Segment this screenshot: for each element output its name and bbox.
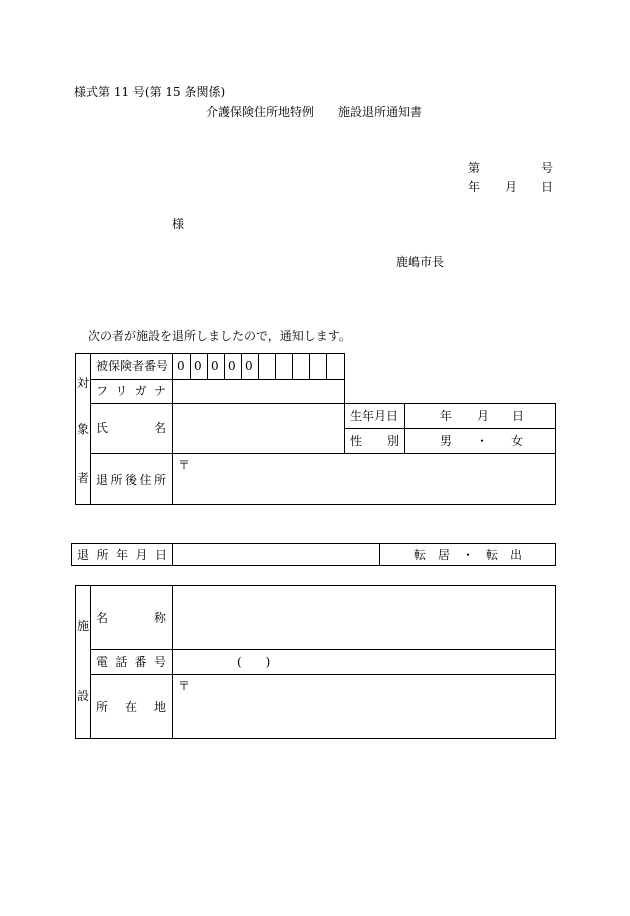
document-title: 介護保険住所地特例 施設退所通知書: [206, 105, 423, 119]
facility-side-label-1: 施: [77, 619, 90, 633]
birth-year-unit: 年: [440, 409, 453, 423]
birth-day-unit: 日: [512, 409, 525, 423]
insured-number-label: 被保険者番号: [96, 359, 169, 373]
intro-text: 次の者が施設を退所しましたので，通知します。: [88, 329, 351, 343]
digit-2: 0: [194, 359, 202, 373]
furigana-field[interactable]: [173, 380, 344, 403]
reason-option-relocation-1: 転: [414, 548, 427, 562]
facility-name-field[interactable]: [173, 586, 555, 649]
birth-month-unit: 月: [477, 409, 490, 423]
post-exit-address-field[interactable]: [173, 454, 555, 504]
reason-option-moveout-1: 転: [485, 548, 498, 562]
subject-side-label-1: 対: [77, 376, 90, 390]
form-number: 様式第 11 号(第 15 条関係): [74, 85, 226, 99]
sex-label: 性 別: [350, 434, 399, 448]
facility-name-label: 名 称: [96, 611, 166, 625]
digit-1: 0: [177, 359, 185, 373]
reason-option-relocation-2: 居: [437, 548, 450, 562]
sex-option-male[interactable]: 男: [440, 434, 453, 448]
digit-4: 0: [228, 359, 236, 373]
post-exit-address-label: 退 所 後 住 所: [96, 473, 166, 487]
date-day: 日: [541, 180, 554, 194]
postal-mark-icon: 〒: [178, 458, 191, 472]
name-field[interactable]: [173, 404, 344, 453]
furigana-label: フ リ ガ ナ: [96, 384, 166, 398]
issuer: 鹿嶋市長: [396, 255, 445, 269]
exit-reason-selector[interactable]: [414, 549, 522, 561]
notice-number-prefix: 第: [468, 161, 481, 175]
date-month: 月: [505, 180, 518, 194]
phone-area-code-parens: ( ): [237, 655, 271, 669]
sex-option-female[interactable]: 女: [511, 434, 524, 448]
facility-side-label-2: 設: [77, 689, 90, 703]
subject-side-label-2: 象: [77, 422, 90, 436]
addressee-suffix: 様: [172, 217, 185, 231]
reason-option-moveout-2: 出: [509, 548, 522, 562]
subject-side-label-3: 者: [77, 471, 90, 485]
facility-address-field[interactable]: [173, 675, 555, 738]
phone-label: 電 話 番 号: [96, 655, 166, 669]
birth-date-label: 生年月日: [350, 409, 399, 423]
exit-date-field[interactable]: [173, 544, 379, 565]
sex-separator: ・: [476, 434, 489, 448]
facility-postal-mark-icon: 〒: [178, 679, 191, 693]
notice-number-suffix: 号: [541, 161, 554, 175]
name-label: 氏 名: [96, 421, 166, 435]
date-year: 年: [468, 180, 481, 194]
digit-5: 0: [245, 359, 253, 373]
digit-3: 0: [211, 359, 219, 373]
exit-date-label: 退 所 年 月 日: [77, 548, 167, 562]
phone-field[interactable]: [173, 650, 555, 674]
reason-separator: ・: [461, 548, 474, 562]
facility-address-label: 所 在 地: [96, 700, 166, 714]
